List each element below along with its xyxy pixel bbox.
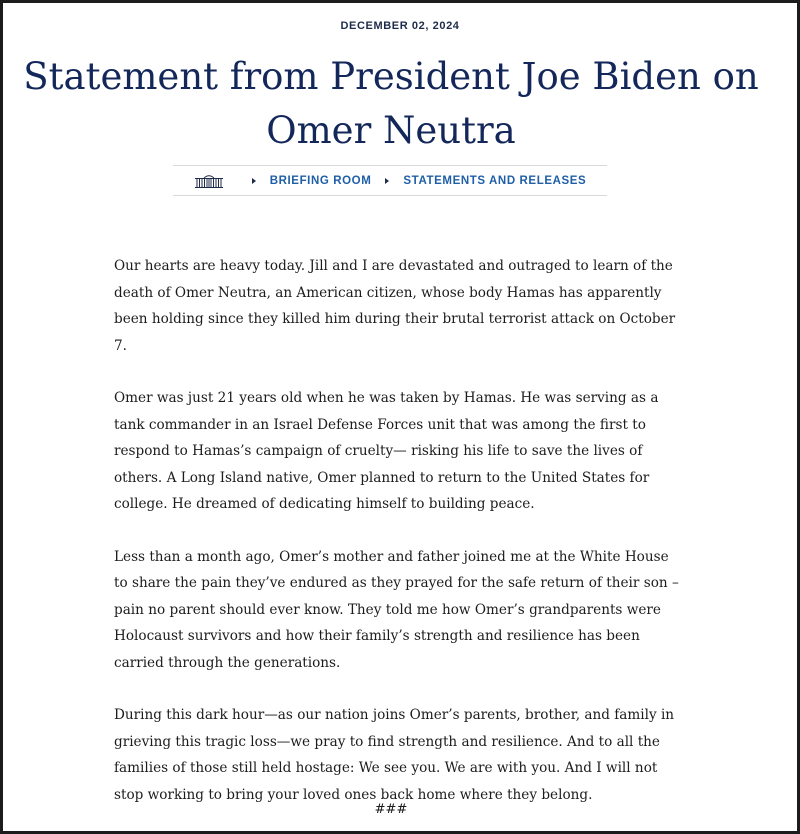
chevron-right-icon <box>385 178 389 184</box>
paragraph: Less than a month ago, Omer’s mother and father joined me at the White House to share the pain they’ve endured as they prayed for the safe return of their son – pain no parent should ever know. They told me how Omer’s grandparents were Holocaust survivors and how their family’s strength and resilience has been carried through the generations. <box>114 548 679 671</box>
paragraph: Omer was just 21 years old when he was taken by Hamas. He was serving as a tank commander in an Israel Defense Forces unit that was among the first to respond to Hamas’s campaign of cruelty— risking his life to save the lives of others. A Long Island native, Omer planned to return to the United States for college. He dreamed of dedicating himself to building peace. <box>114 390 659 512</box>
breadcrumb <box>173 165 607 196</box>
breadcrumb-statements-and-releases[interactable]: STATEMENTS AND RELEASES <box>403 174 587 187</box>
breadcrumb-briefing-room[interactable]: BRIEFING ROOM <box>269 174 372 187</box>
publish-date: DECEMBER 02, 2024 <box>340 20 460 32</box>
end-mark: ### <box>374 802 408 817</box>
paragraph: Our hearts are heavy today. Jill and I are devastated and outraged to learn of the death of Omer Neutra, an American citizen, whose body Hamas has apparently been holding since they killed him during their brutal terrorist attack on October 7. <box>114 258 676 354</box>
article-body <box>114 253 684 834</box>
paragraph: During this dark hour—as our nation joins Omer’s parents, brother, and family in grieving this tragic loss—we pray to find strength and resilience. And to all the families of those still held hostage: We see you. We are with you. And I will not stop working to bring your loved ones back home where they belong. <box>114 707 675 803</box>
white-house-icon[interactable] <box>194 174 224 188</box>
page-title: Statement from President Joe Biden on Omer Neutra <box>23 55 759 152</box>
chevron-right-icon <box>252 178 256 184</box>
